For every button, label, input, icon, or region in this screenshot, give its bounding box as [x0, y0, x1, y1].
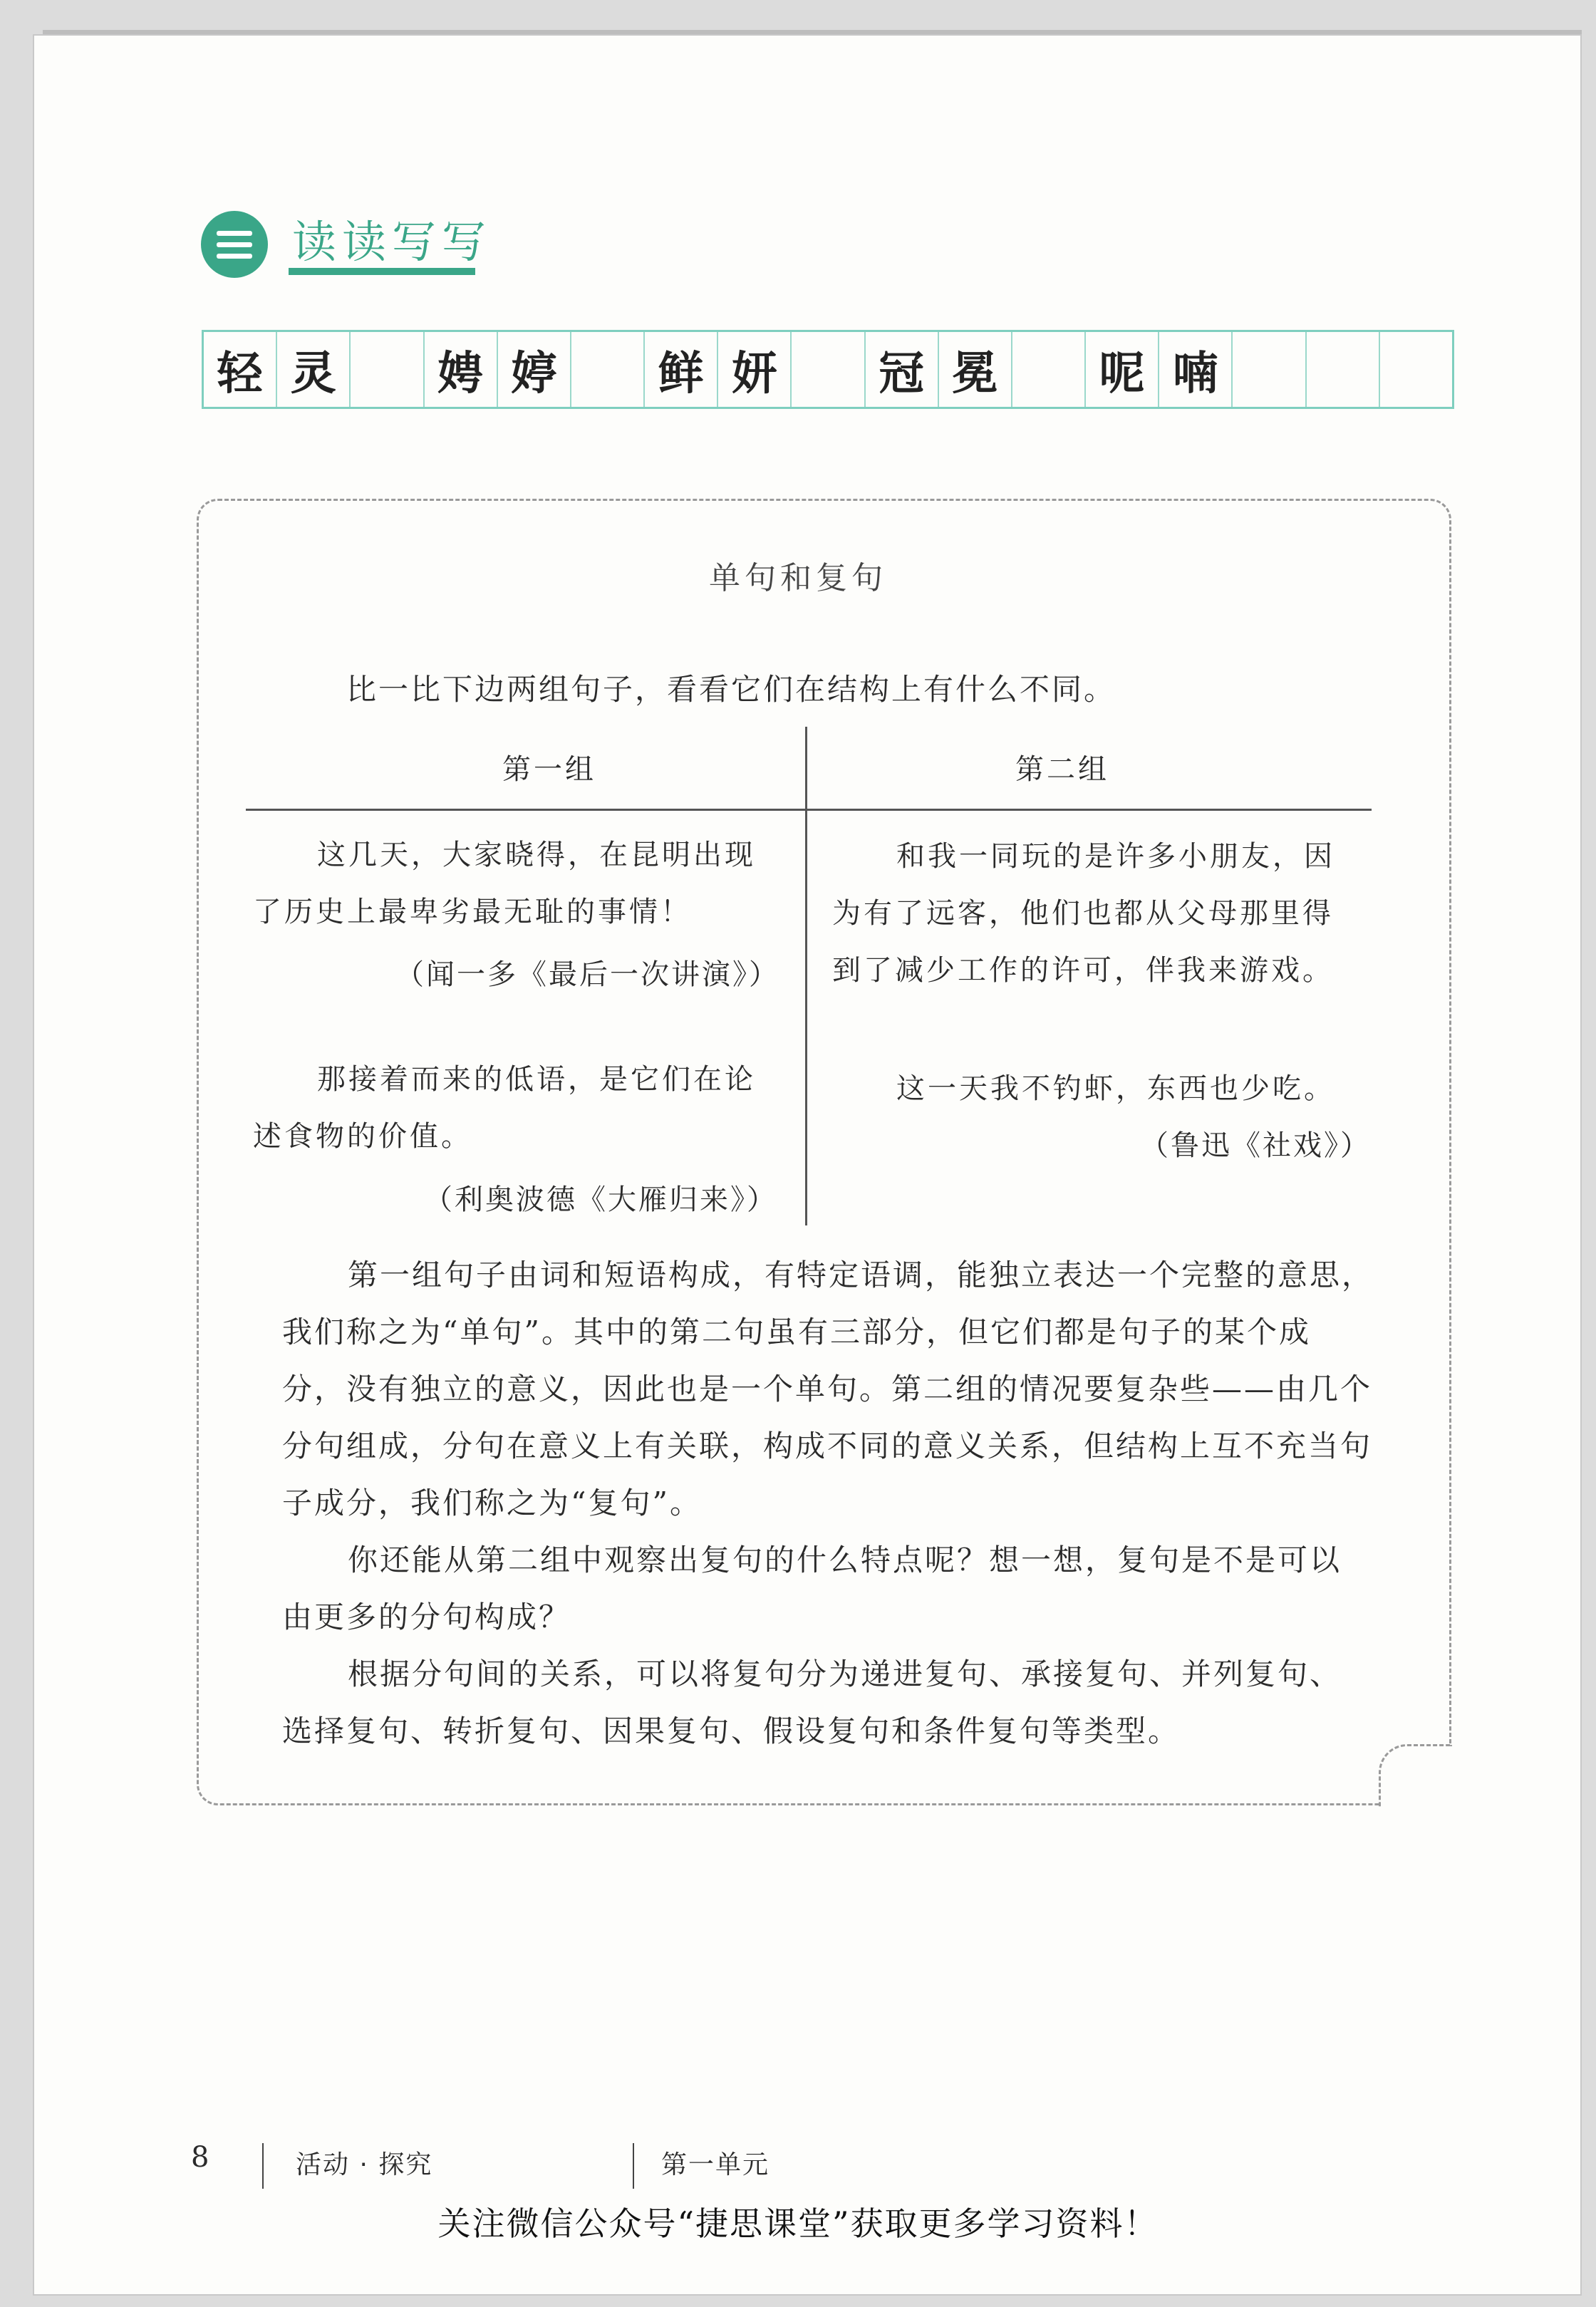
table-divider-vertical — [805, 727, 807, 1225]
group1-example-2: 那接着而来的低语，是它们在论 述食物的价值。 — [253, 1063, 756, 1153]
grid-cell: 灵 — [277, 332, 351, 407]
explanation-paragraph-3: 根据分句间的关系，可以将复句分为递进复句、承接复句、并列复句、 选择复句、转折复句、因果复句、假设复句和条件复句等类型。 — [282, 1657, 1342, 1748]
section-three-icon — [201, 211, 268, 278]
promo-banner-text: 关注微信公众号“捷思课堂”获取更多学习资料！ — [437, 2204, 1159, 2243]
group2-source-2: （鲁迅《社戏》） — [1140, 1129, 1371, 1162]
grid-cell — [571, 332, 645, 407]
grid-cell: 冠 — [866, 332, 939, 407]
section-title: 读读写写 — [292, 216, 492, 268]
table-divider-horizontal — [246, 809, 1372, 811]
grid-cell: 冕 — [939, 332, 1012, 407]
page-number: 8 — [191, 2141, 209, 2174]
group1-header: 第一组 — [502, 753, 596, 786]
group2-example-2: 这一天我不钓虾，东西也少吃。 — [896, 1072, 1335, 1105]
grid-cell — [1307, 332, 1380, 407]
grid-cell — [1012, 332, 1086, 407]
grid-cell — [1233, 332, 1306, 407]
grid-cell: 娉 — [425, 332, 498, 407]
grid-cell: 喃 — [1159, 332, 1233, 407]
grid-cell — [1380, 332, 1452, 407]
footer-divider — [633, 2143, 634, 2189]
grid-cell: 婷 — [498, 332, 571, 407]
explanation-paragraph-1: 第一组句子由词和短语构成，有特定语调，能独立表达一个完整的意思， 我们称之为“单句”。其中的第二句虽有三部分，但它们都是句子的某个成 分，没有独立的意义，因此也是一个单句。第二组的情况要复杂些——由几个 分句组成，分句在意义上有关联，构成不同的意义关系，但结构上互不充当句 子成分，我们称之为“复句”。 — [282, 1258, 1374, 1520]
footer-divider — [262, 2143, 264, 2189]
group1-example-1: 这几天，大家晓得，在昆明出现 了历史上最卑劣最无耻的事情！ — [253, 839, 756, 928]
grid-cell: 妍 — [718, 332, 792, 407]
group1-source-2: （利奥波德《大雁归来》） — [424, 1183, 777, 1216]
group2-example-1: 和我一同玩的是许多小朋友，因 为有了远客，他们也都从父母那里得 到了减少工作的许可，伴我来游戏。 — [832, 840, 1335, 987]
grid-cell — [351, 332, 424, 407]
grid-cell: 鲜 — [645, 332, 718, 407]
footer-section: 活动 · 探究 — [296, 2150, 433, 2179]
grid-cell: 轻 — [204, 332, 277, 407]
group2-header: 第二组 — [1015, 753, 1109, 786]
section-title-underline — [289, 268, 475, 275]
box-title: 单句和复句 — [709, 560, 887, 596]
word-grid — [202, 330, 1454, 409]
grid-cell — [792, 332, 865, 407]
box-intro: 比一比下边两组句子，看看它们在结构上有什么不同。 — [346, 672, 1116, 707]
grid-cell: 呢 — [1086, 332, 1159, 407]
explanation-paragraph-2: 你还能从第二组中观察出复句的什么特点呢？想一想，复句是不是可以 由更多的分句构成？ — [282, 1543, 1342, 1634]
group1-source-1: （闻一多《最后一次讲演》） — [395, 958, 779, 991]
footer-unit: 第一单元 — [661, 2150, 770, 2179]
